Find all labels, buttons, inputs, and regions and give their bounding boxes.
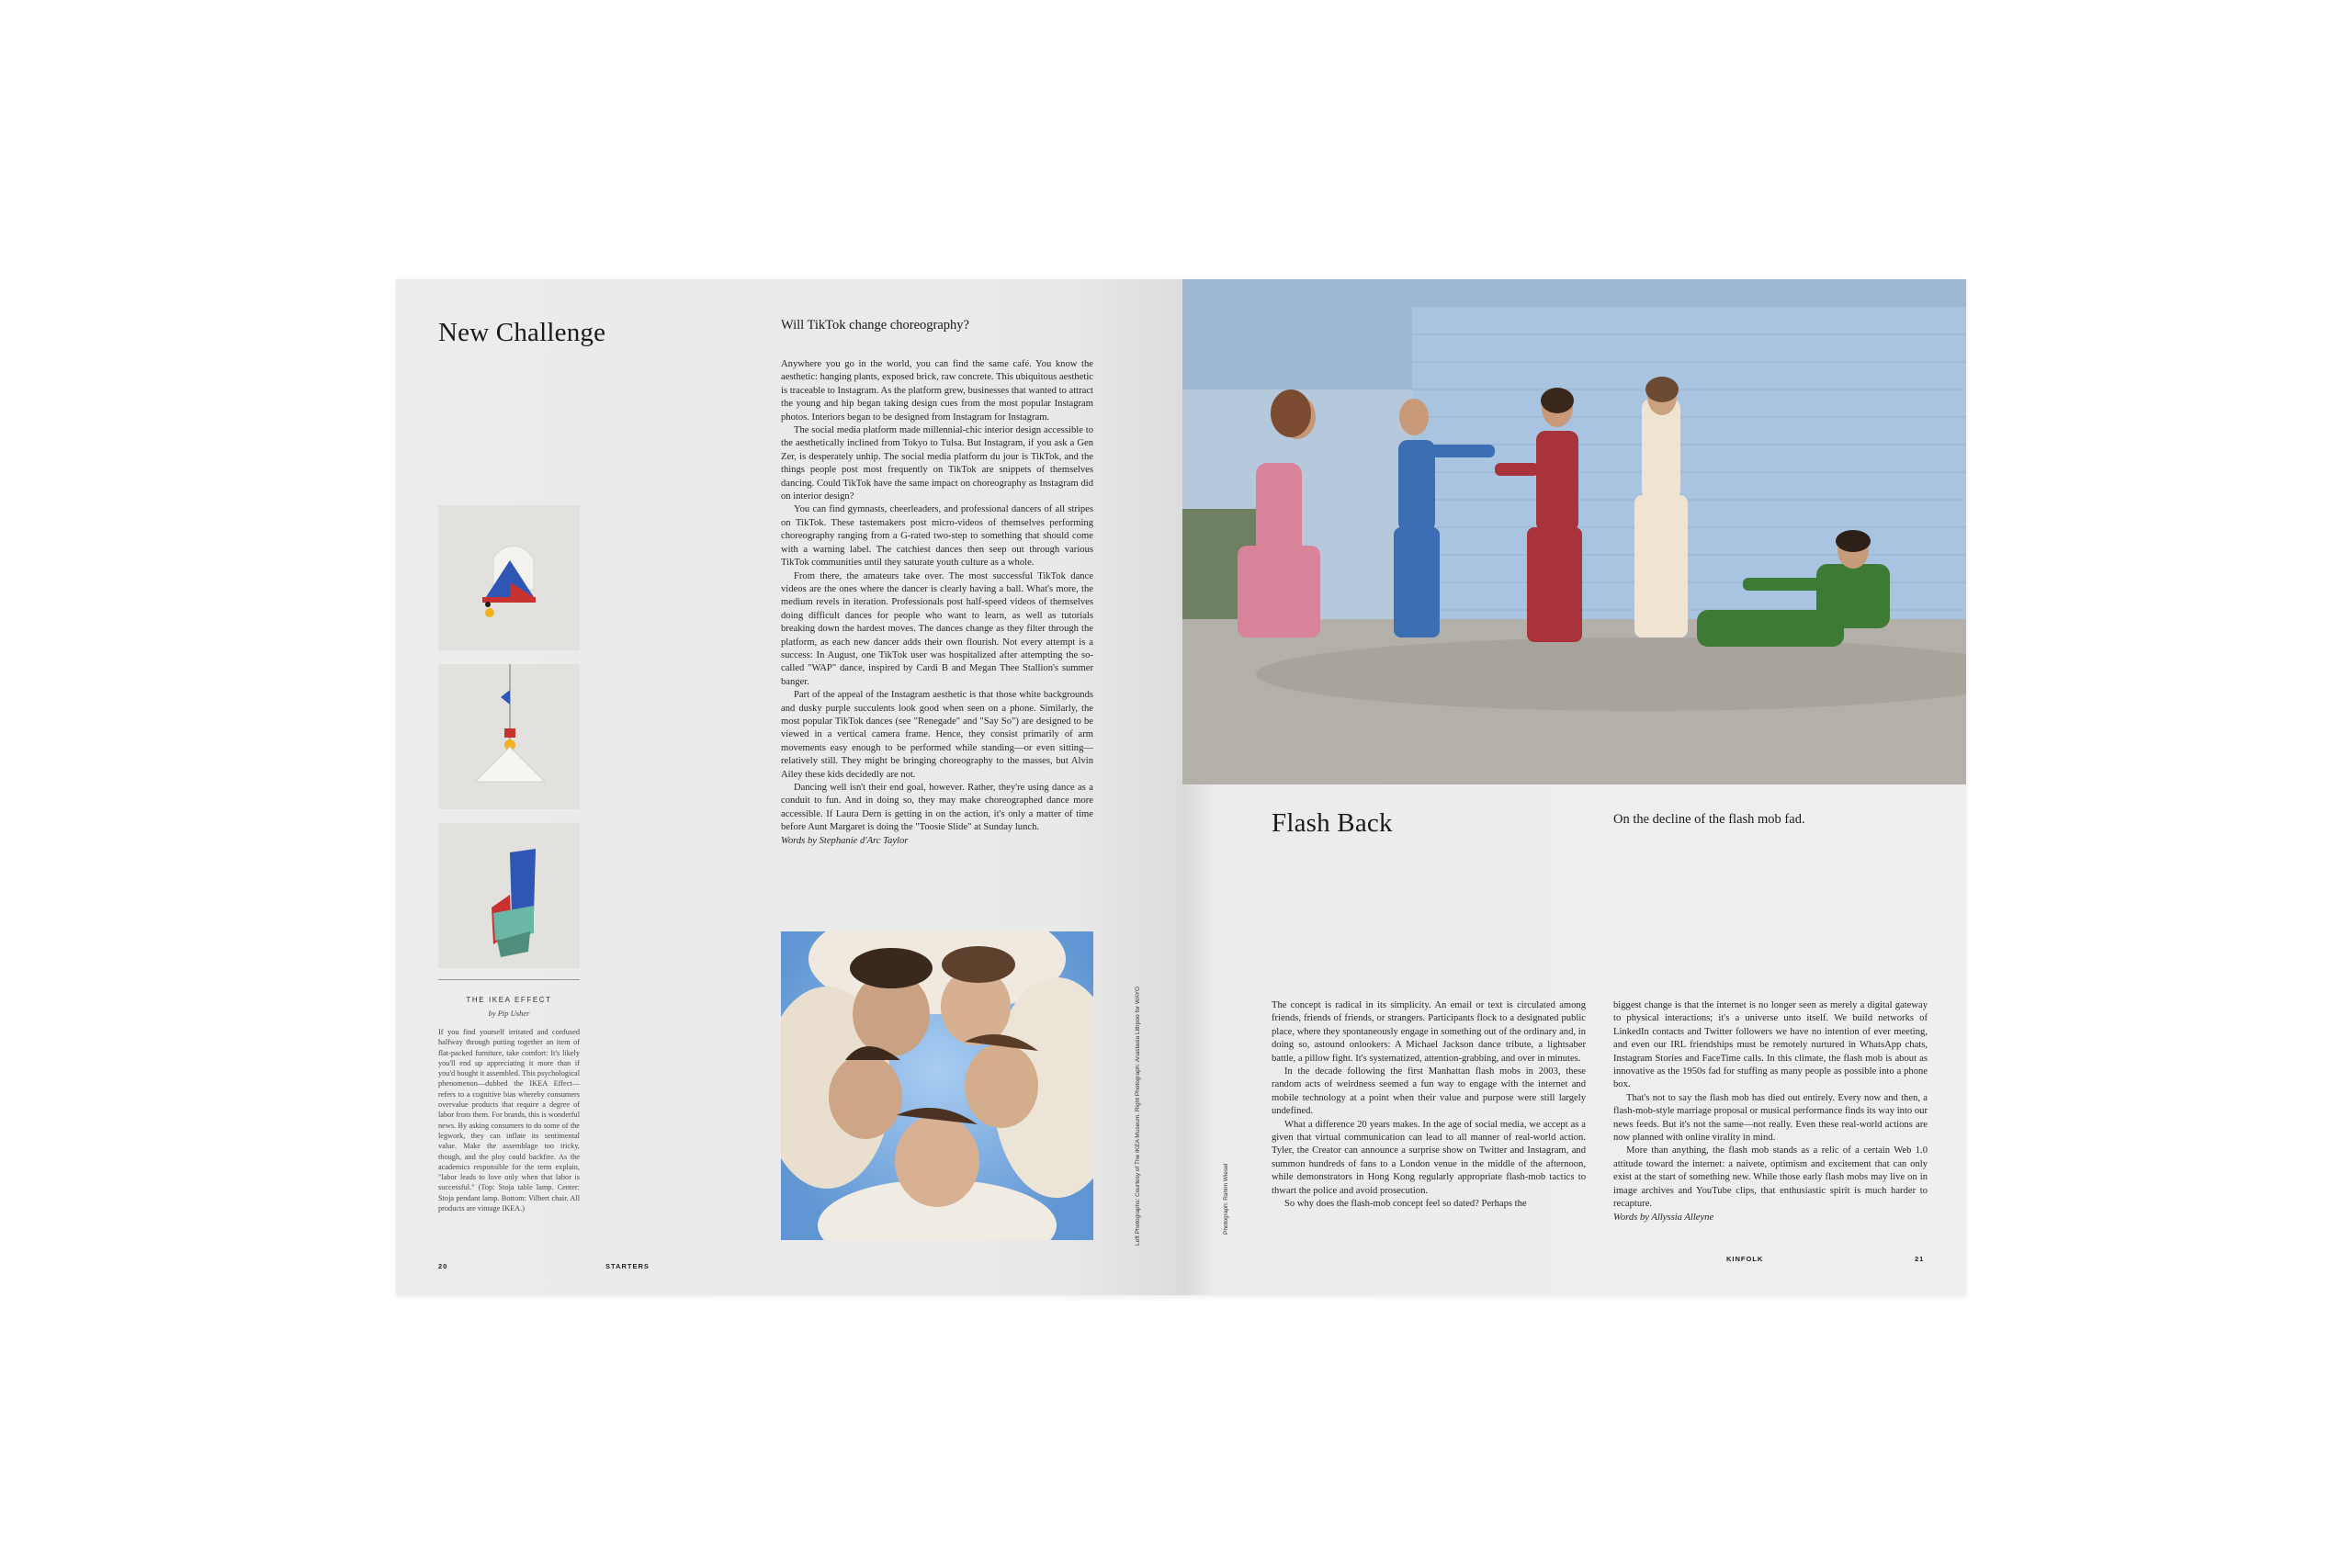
left-article-body bbox=[781, 358, 1093, 848]
paragraph: So why does the flash-mob concept feel so dated? Perhaps the bbox=[1284, 1199, 1527, 1210]
paragraph: The social media platform made millennial-chic interior design accessible to the aesthetically inclined from Tokyo to Tulsa. But Instagram, if you ask a Gen Zer, is desperately unhip. The social media platform du jour is TikTok, and the things people post most frequently on TikTok are snippets of themselves dancing. Could TikTok have the same impact on choreography as Instagram did on interior design? bbox=[781, 425, 1093, 502]
paragraph: In the decade following the first Manhattan flash mobs in 2003, these random acts of weirdness seemed a fun way to engage with the internet and mobile technology at a point when their value and purpose were still largely undefined. bbox=[1272, 1066, 1586, 1117]
paragraph: biggest change is that the internet is no longer seen as merely a digital gateway to physical interactions; it's a universe unto itself. We build networks of LinkedIn contacts and Twitter followers we have no intention of ever meeting, and even our IRL friendships must be remotely nurtured in WhatsApp chats, Instagram Stories and FaceTime calls. In this climate, the flash mob is about as innovative as the 1950s fad for stuffing as many people as possible into a phone box. bbox=[1613, 1000, 1928, 1090]
photo-credit-right: Photograph: Rahim Wiesel bbox=[1223, 1163, 1229, 1235]
ikea-pendant-lamp-photo bbox=[438, 664, 580, 809]
section-label-right: KINFOLK bbox=[1726, 1255, 1764, 1263]
right-article-column-2 bbox=[1613, 999, 1928, 1224]
sidebar-text: If you find yourself irritated and confused halfway through putting together an item of flat-packed furniture, take comfort: It's likely you'll end up appreciating it more than if you'd bought it assembled. This psychological phenomenon—dubbed the IKEA Effect—refers to a cognitive bias whereby consumers overvalue products that require a degree of labor from them. For brands, this is wonderful news. By asking consumers to do some of the legwork, they can inflate its sentimental value. Make the assemblage too tricky, though, and the ploy could backfire. As the academics responsible for the term explain, "labor leads to love only when that labor is successful." (Top: Stoja table lamp. Center: Stoja pendant lamp. Bottom: Vilbert chair. All products are vintage IKEA.) bbox=[438, 1028, 580, 1213]
section-label-left: STARTERS bbox=[605, 1262, 650, 1270]
dancers-hero-photo bbox=[1182, 279, 1966, 784]
magazine-spread bbox=[396, 279, 1966, 1295]
paragraph: The concept is radical in its simplicity. An email or text is circulated among friends, friends of friends, or strangers. Participants flock to a designated public place, where they spontaneously engage in something out of the ordinary and, in doing so, astound onlookers: A Michael Jackson dance tribute, a lightsaber battle, a pillow fight. It's systematized, attention-grabbing, and over in minutes. bbox=[1272, 1000, 1586, 1064]
right-subtitle: On the decline of the flash mob fad. bbox=[1613, 812, 1805, 827]
left-page bbox=[396, 279, 1182, 1295]
paragraph: What a difference 20 years makes. In the age of social media, we accept as a given that virtual communication can lead to all manner of real-world action. Tyler, the Creator can announce a surprise show on Twitter and Instagram, and summon hundreds of fans to a London venue in the middle of the afternoon, while demonstrators in Hong Kong regularly appropriate flash-mob tactics to thwart the police and avoid prosecution. bbox=[1272, 1119, 1586, 1196]
sidebar-byline: by Pip Usher bbox=[488, 1009, 530, 1018]
paragraph: Dancing well isn't their end goal, however. Rather, they're using dance as a conduit to fun. And in doing so, they may make choreographed dance more accessible. If Laura Dern is getting in on the action, it's only a matter of time before Aunt Margaret is doing the "Toosie Slide" at Sunday lunch. bbox=[781, 783, 1093, 833]
paragraph: That's not to say the flash mob has died out entirely. Every now and then, a flash-mob-style marriage proposal or musical performance finds its way into our news feeds. But it's not the same—not really. Even these real-world actions are now planned with online virality in mind. bbox=[1613, 1092, 1928, 1144]
right-article-column-1 bbox=[1272, 999, 1586, 1212]
paragraph: You can find gymnasts, cheerleaders, and professional dancers of all stripes on TikTok. These tastemakers post micro-videos of themselves performing choreography ranging from a G-rated two-step to something that should come with a warning label. The catchiest dances then seep out through various TikTok communities until they saturate youth culture as a whole. bbox=[781, 504, 1093, 569]
left-subtitle: Will TikTok change choreography? bbox=[781, 318, 969, 333]
byline: Words by Allyssia Alleyne bbox=[1613, 1212, 1714, 1223]
paragraph: From there, the amateurs take over. The most successful TikTok dance videos are the ones where the dancer is clearly having a ball. What's more, the medium revels in iteration. Professionals post half-speed videos of themselves doing difficult dances for people who want to learn, as well as tutorials breaking down the hardest moves. The dances change as they filter through the platform, as each new dancer adds their own flourish. Not every attempt is a success: In August, one TikTok user was hospitalized after attempting the so-called "WAP" dance, inspired by Cardi B and Megan Thee Stallion's summer banger. bbox=[781, 570, 1093, 687]
paragraph: Anywhere you go in the world, you can find the same café. You know the aesthetic: hanging plants, exposed brick, raw concrete. This ubiquitous aesthetic is traceable to Instagram. As the platform grew, businesses that wanted to attract the young and hip began taking design cues from the most popular Instagram photos. Interiors began to be designed from Instagram for Instagram. bbox=[781, 359, 1093, 423]
friends-circle-photo bbox=[781, 931, 1093, 1240]
page-number-right: 21 bbox=[1915, 1255, 1925, 1263]
byline: Words by Stephanie d'Arc Taylor bbox=[781, 835, 909, 846]
ikea-table-lamp-photo bbox=[438, 505, 580, 650]
right-page bbox=[1182, 279, 1966, 1295]
photo-credit-left: Left Photographs: Courtesy of The IKEA Museum. Right Photograph: Anastasia Littrpoo for WAYO bbox=[1135, 986, 1141, 1246]
right-headline: Flash Back bbox=[1272, 808, 1393, 838]
ikea-vilbert-chair-photo bbox=[438, 823, 580, 968]
sidebar-title: THE IKEA EFFECT bbox=[466, 996, 552, 1004]
paragraph: Part of the appeal of the Instagram aesthetic is that those white backgrounds and dusky purple succulents look good when seen on a phone. Similarly, the most popular TikTok dances (see "Renegade" and "Say So") are designed to be viewed in a vertical camera frame. Hence, they consist primarily of arm movements easy enough to be performed while standing—or even sitting—relatively still. They might be bringing choreography to the masses, but Alvin Ailey these kids decidedly are not. bbox=[781, 690, 1093, 780]
left-headline: New Challenge bbox=[438, 318, 606, 347]
page-number-left: 20 bbox=[438, 1262, 448, 1270]
paragraph: More than anything, the flash mob stands as a relic of a certain Web 1.0 attitude toward the internet: a naivete, optimism and excitement that can only exist at the start of something new. While those early flash mobs may live on in image archives and YouTube clips, that enthusiastic spirit is much harder to recapture. bbox=[1613, 1145, 1928, 1210]
sidebar-divider bbox=[438, 979, 580, 980]
